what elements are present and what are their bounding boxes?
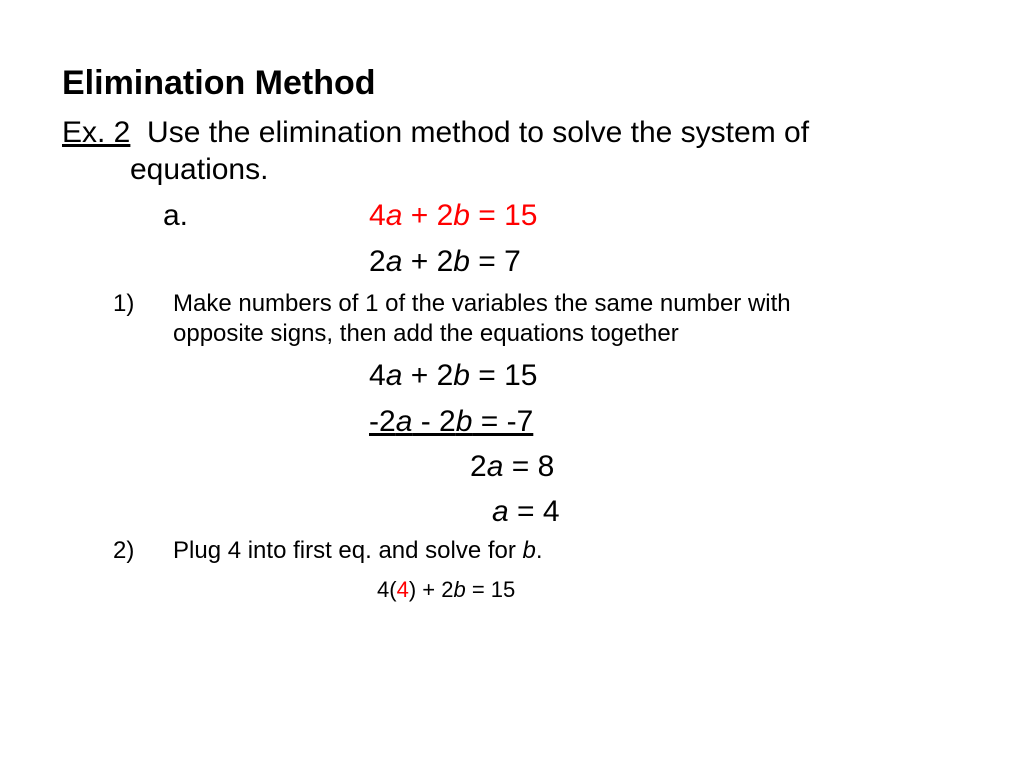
step-1-text-line1: Make numbers of 1 of the variables the same number with	[173, 290, 791, 317]
eq-var: a	[395, 405, 413, 438]
eq-rhs: = -7	[472, 405, 534, 438]
work-equation-3	[470, 450, 554, 484]
slide-title: Elimination Method	[62, 64, 376, 102]
eq-op: + 2	[402, 245, 454, 278]
step-2-body: Plug 4 into first eq. and solve for	[173, 537, 523, 564]
step-1-number: 1)	[113, 290, 135, 317]
eq-var: a	[486, 450, 504, 483]
sub-value: 4	[396, 577, 409, 602]
substitution-equation	[377, 577, 515, 603]
step-2-end: .	[535, 537, 543, 564]
eq-var: a	[385, 199, 403, 232]
eq-coef: 4	[369, 359, 386, 392]
step-2-text	[173, 537, 543, 565]
system-equation-2	[369, 245, 521, 279]
eq-coef: 2	[470, 450, 487, 483]
example-label: Ex. 2	[62, 116, 131, 149]
eq-var: a	[385, 245, 403, 278]
eq-rhs: = 4	[508, 495, 560, 528]
work-equation-2	[369, 405, 533, 439]
step-2-number: 2)	[113, 537, 135, 564]
step-1-text-line2: opposite signs, then add the equations together	[173, 320, 679, 347]
step-2-var: b	[522, 537, 536, 564]
sub-mid: ) + 2	[408, 577, 454, 602]
sub-rhs: = 15	[465, 577, 516, 602]
eq-var: b	[453, 245, 470, 278]
eq-rhs: = 7	[469, 245, 521, 278]
eq-coef: -2	[369, 405, 396, 438]
sub-pre: 4(	[377, 577, 397, 602]
example-prompt-line1	[62, 116, 809, 150]
example-text-line2: equations.	[130, 153, 269, 186]
eq-coef: 2	[369, 245, 386, 278]
work-equation-4	[492, 495, 560, 529]
eq-rhs: = 8	[503, 450, 555, 483]
sub-var: b	[453, 577, 466, 602]
eq-rhs: = 15	[469, 199, 538, 232]
eq-op: + 2	[402, 199, 454, 232]
example-text-line1: Use the elimination method to solve the system of	[130, 116, 810, 149]
eq-rhs: = 15	[469, 359, 538, 392]
eq-var: a	[492, 495, 509, 528]
eq-var: b	[455, 405, 473, 438]
part-label: a.	[163, 199, 189, 232]
eq-var: b	[453, 359, 470, 392]
system-equation-1	[369, 199, 538, 233]
eq-var: b	[453, 199, 470, 232]
eq-op: + 2	[402, 359, 454, 392]
work-equation-1	[369, 359, 538, 393]
eq-op: - 2	[412, 405, 456, 438]
eq-var: a	[385, 359, 403, 392]
eq-coef: 4	[369, 199, 386, 232]
